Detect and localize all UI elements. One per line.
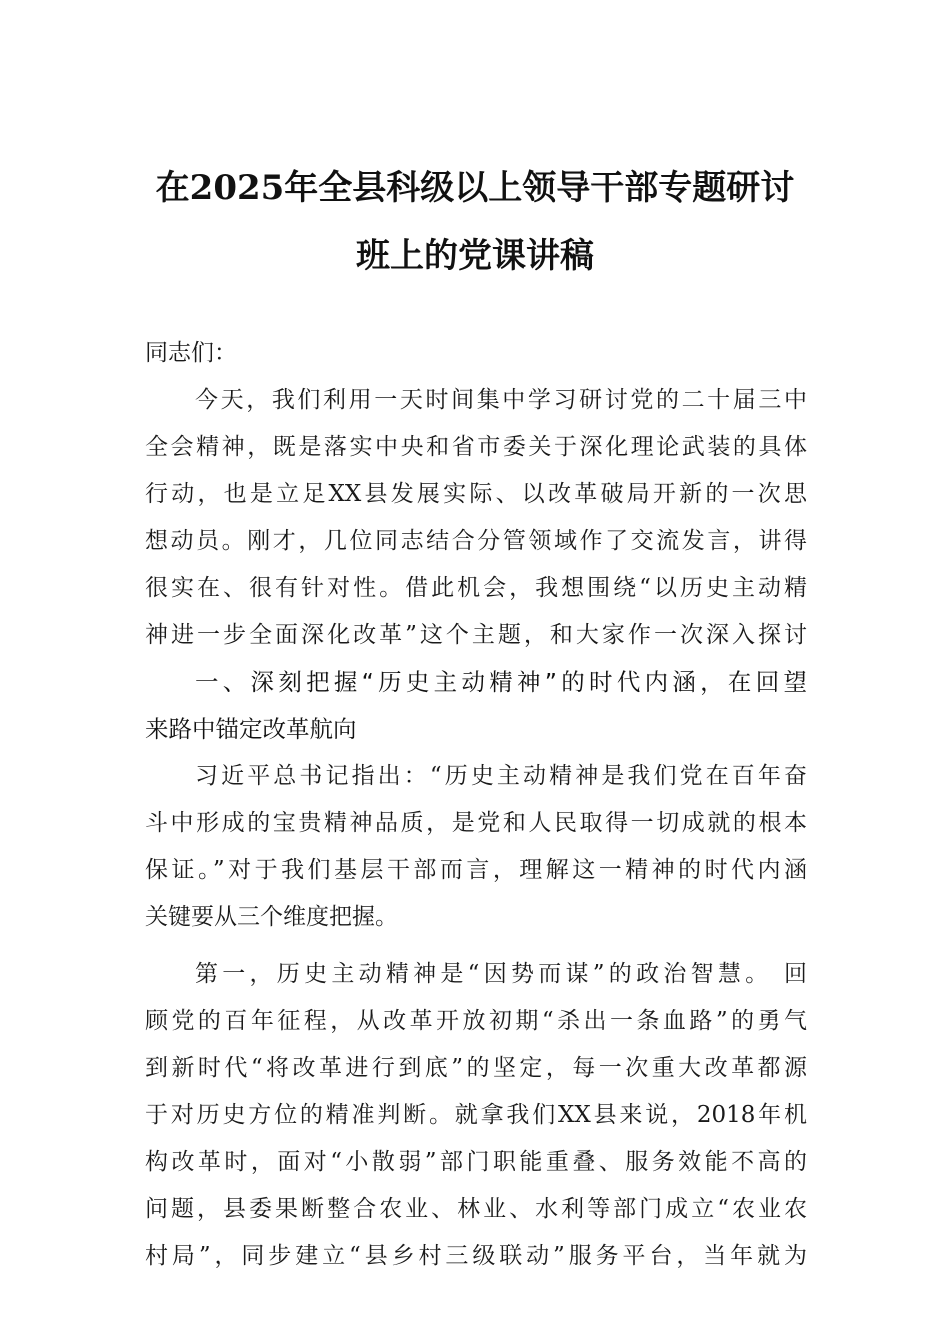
paragraph-line: 关键要从三个维度把握。 <box>145 904 398 930</box>
document-title-line-1: 在2025年全县科级以上领导干部专题研讨 <box>155 168 795 208</box>
paragraph-line: 神进一步全面深化改革”这个主题，和大家作一次深入探讨 <box>145 622 807 648</box>
document-body <box>145 330 807 1280</box>
paragraph-line: 保证。”对于我们基层干部而言，理解这一精神的时代内涵 <box>145 857 807 883</box>
paragraph-2 <box>145 753 807 941</box>
paragraph-3 <box>145 951 807 1280</box>
heading-line: 来路中锚定改革航向 <box>145 715 357 743</box>
salutation: 同志们： <box>145 340 237 366</box>
heading-line: 一、深刻把握“历史主动精神”的时代内涵，在回望 <box>195 668 807 696</box>
paragraph-line: 习近平总书记指出：“历史主动精神是我们党在百年奋 <box>195 763 807 789</box>
paragraph-line: 问题，县委果断整合农业、林业、水利等部门成立“农业农 <box>145 1196 807 1222</box>
document-title-line-2: 班上的党课讲稿 <box>356 236 594 276</box>
paragraph-line: 行动，也是立足XX县发展实际、以改革破局开新的一次思 <box>145 481 807 507</box>
paragraph-line: 全会精神，既是落实中央和省市委关于深化理论武装的具体 <box>145 434 807 460</box>
paragraph-line: 想动员。刚才，几位同志结合分管领域作了交流发言，讲得 <box>145 528 807 554</box>
paragraph-line: 构改革时，面对“小散弱”部门职能重叠、服务效能不高的 <box>145 1149 807 1175</box>
paragraph-line: 第一，历史主动精神是“因势而谋”的政治智慧。 回 <box>195 961 807 987</box>
paragraph-line: 斗中形成的宝贵精神品质，是党和人民取得一切成就的根本 <box>145 810 807 836</box>
paragraph-line: 于对历史方位的精准判断。就拿我们XX县来说，2018年机 <box>145 1102 807 1128</box>
paragraph-line: 很实在、很有针对性。借此机会，我想围绕“以历史主动精 <box>145 575 807 601</box>
paragraph-line: 顾党的百年征程，从改革开放初期“杀出一条血路”的勇气 <box>145 1008 807 1034</box>
section-heading-1 <box>145 659 807 753</box>
paragraph-line: 村局”，同步建立“县乡村三级联动”服务平台，当年就为 <box>145 1243 807 1269</box>
paragraph-line: 到新时代“将改革进行到底”的坚定，每一次重大改革都源 <box>145 1055 807 1081</box>
paragraph-1 <box>145 377 807 659</box>
paragraph-line: 今天，我们利用一天时间集中学习研讨党的二十届三中 <box>195 387 807 413</box>
